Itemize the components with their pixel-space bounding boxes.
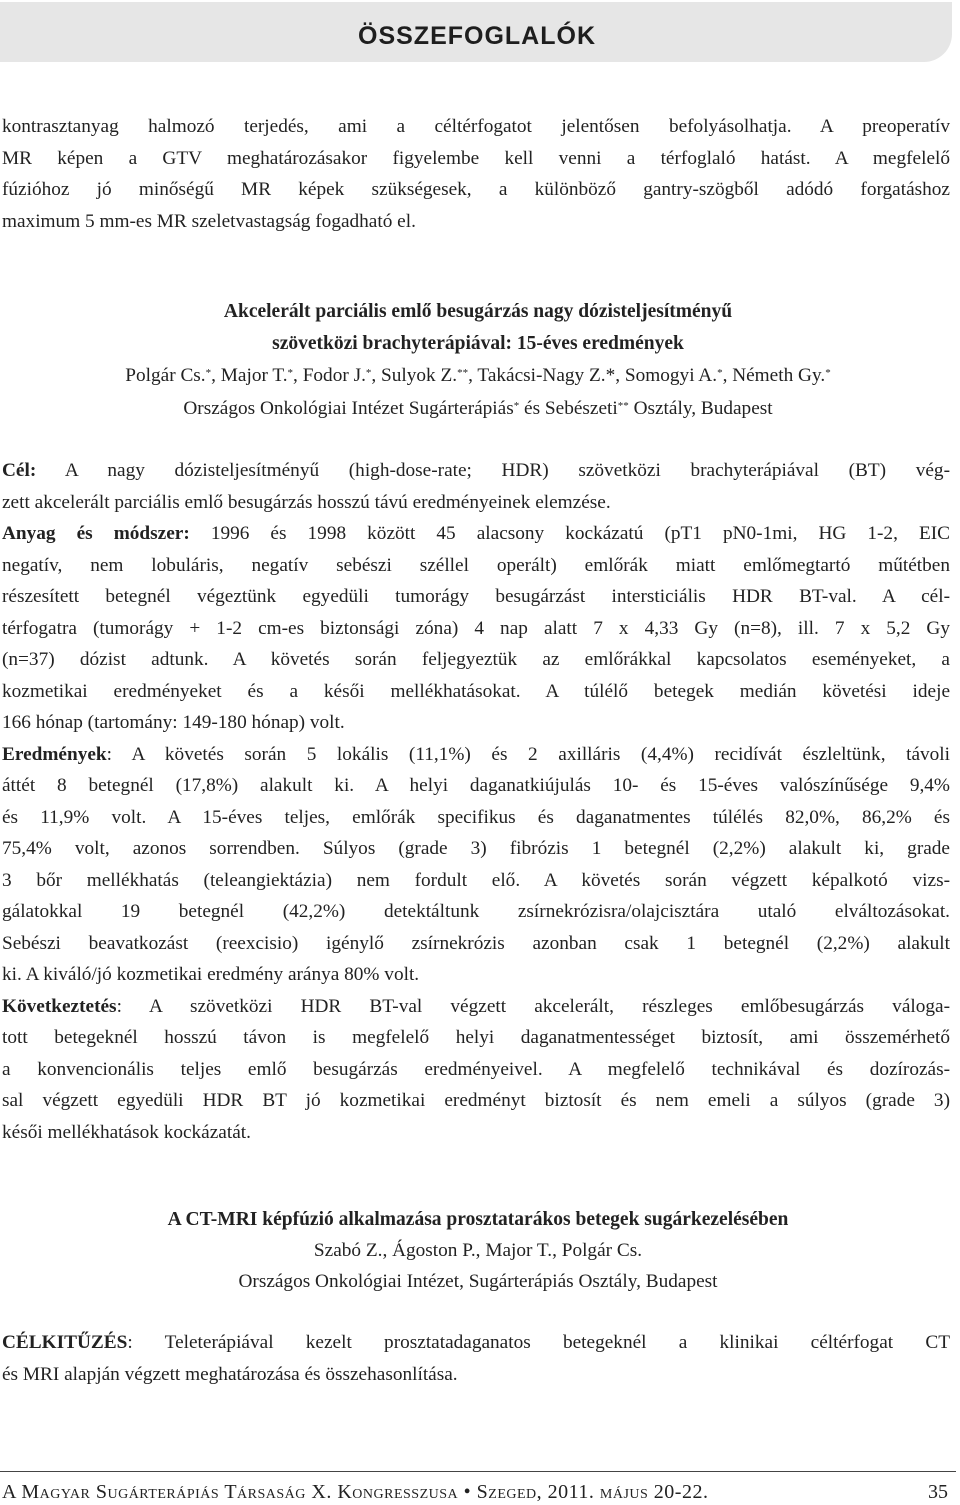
institution-text: Országos Onkológiai Intézet Sugárterápiás bbox=[183, 398, 514, 419]
text-line: 75,4% volt, azonos sorrendben. Súlyos (grade 3) fibrózis 1 betegnél (2,2%) alakult ki, grade bbox=[2, 838, 950, 859]
author: Polgár Cs. bbox=[125, 365, 206, 386]
conference-name: A Magyar Sugárterápiás Társaság X. Kongresszusa • Szeged, 2011. május 20-22. bbox=[2, 1481, 709, 1503]
abstract-section-results bbox=[2, 739, 950, 991]
text-span: A nagy dózisteljesítményű (high-dose-rate; HDR) szövetközi brachyterápiával (BT) vég- bbox=[36, 460, 950, 481]
author-list bbox=[0, 361, 956, 391]
text-line: részesített betegnél végeztünk egyedüli tumorágy besugárzást intersticiális HDR BT-val. A cél- bbox=[2, 586, 950, 607]
text-line bbox=[2, 1327, 950, 1359]
text-line: sal végzett egyedüli HDR BT jó kozmetikai eredményt biztosít és nem emeli a súlyos (grade 3) bbox=[2, 1090, 950, 1111]
separator: , bbox=[371, 365, 382, 386]
title-line: Akcelerált parciális emlő besugárzás nagy dózisteljesítményű bbox=[223, 301, 733, 322]
text-line: és 11,9% volt. A 15-éves teljes, emlőrák specifikus és daganatmentes túlélés 82,0%, 86,2% és bbox=[2, 806, 950, 828]
abstract-section-goal bbox=[2, 455, 950, 518]
text-line: késői mellékhatások kockázatát. bbox=[2, 1121, 251, 1143]
text-line: kozmetikai eredményeket és a késői mellékhatásokat. A túlélő betegek medián követési ideje bbox=[2, 680, 950, 702]
institution-2: Országos Onkológiai Intézet, Sugárterápiás Osztály, Budapest bbox=[238, 1271, 718, 1292]
text-line: a konvencionális teljes emlő besugárzás eredményeivel. A megfelelő technikával és dozírozás- bbox=[2, 1058, 950, 1080]
text-line: áttét 8 betegnél (17,8%) alakult ki. A helyi daganatkiújulás 10- és 15-éves valószínűsége 9,4% bbox=[2, 775, 950, 796]
section-label: Anyag és módszer: bbox=[2, 523, 190, 544]
text-line: gálatokkal 19 betegnél (42,2%) detektáltunk zsírnekrózisra/olajcisztára utaló elváltozásokat. bbox=[2, 901, 950, 922]
author: Fodor J. bbox=[302, 365, 366, 386]
affiliation-mark: * bbox=[205, 367, 212, 379]
text-line: tott betegeknél hosszú távon is megfelelő helyi daganatmentességet biztosít, ami összemérhető bbox=[2, 1027, 950, 1048]
separator: , bbox=[722, 365, 733, 386]
author: Sulyok Z. bbox=[381, 365, 458, 386]
text-line bbox=[2, 518, 950, 550]
intro-text bbox=[2, 111, 950, 237]
article-title-2: A CT-MRI képfúzió alkalmazása prosztatarákos betegek sugárkezelésében bbox=[167, 1209, 789, 1230]
text-line: negatív, nem lobuláris, negatív sebészi széllel operált) emlőrák miatt emlőmegtartó műtétben bbox=[2, 554, 950, 576]
author-list-2: Szabó Z., Ágoston P., Major T., Polgár Cs. bbox=[313, 1240, 643, 1261]
section-label: CÉLKITŰZÉS bbox=[2, 1332, 128, 1353]
page-number: 35 bbox=[928, 1481, 948, 1503]
separator: , bbox=[293, 365, 303, 386]
objective bbox=[2, 1327, 950, 1390]
author: Major T. bbox=[220, 365, 288, 386]
section-label: Következtetés bbox=[2, 995, 117, 1017]
affiliation-mark: * bbox=[717, 367, 723, 379]
text-line: zett akcelerált parciális emlő besugárzás hosszú távú eredményeinek elemzése. bbox=[2, 491, 611, 513]
affiliation-mark: * bbox=[365, 367, 372, 379]
affiliation-mark: * bbox=[513, 400, 520, 412]
footer-text bbox=[2, 1481, 708, 1504]
institution-text: Osztály, Budapest bbox=[628, 398, 773, 419]
affiliation-mark: ** bbox=[617, 400, 629, 412]
section-label: Cél: bbox=[2, 460, 37, 481]
affiliation-mark: * bbox=[825, 367, 831, 379]
section-title: ÖSSZEFOGLALÓK bbox=[358, 22, 596, 50]
text-span: : Teleterápiával kezelt prosztatadaganatos betegeknél a klinikai céltérfogat CT bbox=[127, 1332, 950, 1353]
text-span: 1996 és 1998 között 45 alacsony kockázatú (pT1 pN0-1mi, HG 1-2, EIC bbox=[189, 523, 951, 544]
text-line: MR képen a GTV meghatározásakor figyelembe kell venni a térfoglaló hatást. A megfelelő bbox=[2, 147, 950, 169]
text-line bbox=[2, 455, 950, 487]
author: Takácsi-Nagy Z.* bbox=[477, 365, 616, 386]
text-line: Sebészi beavatkozást (reexcisio) igénylő zsírnekrózis azonban csak 1 betegnél (2,2%) alakult bbox=[2, 932, 950, 954]
institution bbox=[0, 394, 956, 424]
separator: , bbox=[211, 365, 221, 386]
abstract bbox=[2, 455, 950, 1148]
author: Németh Gy. bbox=[732, 365, 826, 386]
text-span: : A szövetközi HDR BT-val végzett akcelerált, részleges emlőbesugárzás váloga- bbox=[116, 995, 950, 1017]
affiliation-mark: ** bbox=[457, 367, 469, 379]
text-line: 166 hónap (tartomány: 149-180 hónap) volt. bbox=[2, 712, 345, 733]
abstract-section-methods bbox=[2, 518, 950, 739]
institution-text: és Sebészeti bbox=[519, 398, 618, 419]
abstract-section-conclusion bbox=[2, 991, 950, 1149]
text-line: ki. A kiváló/jó kozmetikai eredmény aránya 80% volt. bbox=[2, 964, 420, 985]
text-line: fúzióhoz jó minőségű MR képek szükségesek, a különböző gantry-szögből adódó forgatáshoz bbox=[2, 179, 950, 200]
separator: , bbox=[468, 365, 478, 386]
text-line: térfogatra (tumorágy + 1-2 cm-es biztonsági zóna) 4 nap alatt 7 x 4,33 Gy (n=8), ill. 7 x 5,2 Gy bbox=[2, 617, 950, 639]
author: Somogyi A. bbox=[624, 365, 718, 386]
text-line: 3 bőr mellékhatás (teleangiektázia) nem fordult elő. A követés során végzett képalkotó vizs- bbox=[2, 869, 950, 891]
title-line: szövetközi brachyterápiával: 15-éves eredmények bbox=[272, 332, 684, 354]
affiliation-mark: * bbox=[287, 367, 294, 379]
text-line bbox=[2, 739, 950, 771]
text-line: maximum 5 mm-es MR szeletvastagság fogadható el. bbox=[2, 210, 416, 232]
article-title bbox=[0, 296, 956, 359]
text-line bbox=[2, 991, 950, 1023]
text-span: : A követés során 5 lokális (11,1%) és 2 axilláris (4,4%) recidívát észleltünk, távoli bbox=[106, 743, 950, 765]
separator: , bbox=[615, 365, 625, 386]
footer-rule bbox=[0, 1471, 956, 1472]
text-line: kontrasztanyag halmozó terjedés, ami a céltérfogatot jelentősen befolyásolhatja. A preoperatív bbox=[2, 116, 950, 137]
section-label: Eredmények bbox=[2, 743, 107, 765]
text-line: és MRI alapján végzett meghatározása és összehasonlítása. bbox=[2, 1363, 458, 1385]
text-line: (n=37) dózist adtunk. A követés során feljegyeztük az emlőrákkal kapcsolatos eseményeket, a bbox=[2, 649, 950, 670]
